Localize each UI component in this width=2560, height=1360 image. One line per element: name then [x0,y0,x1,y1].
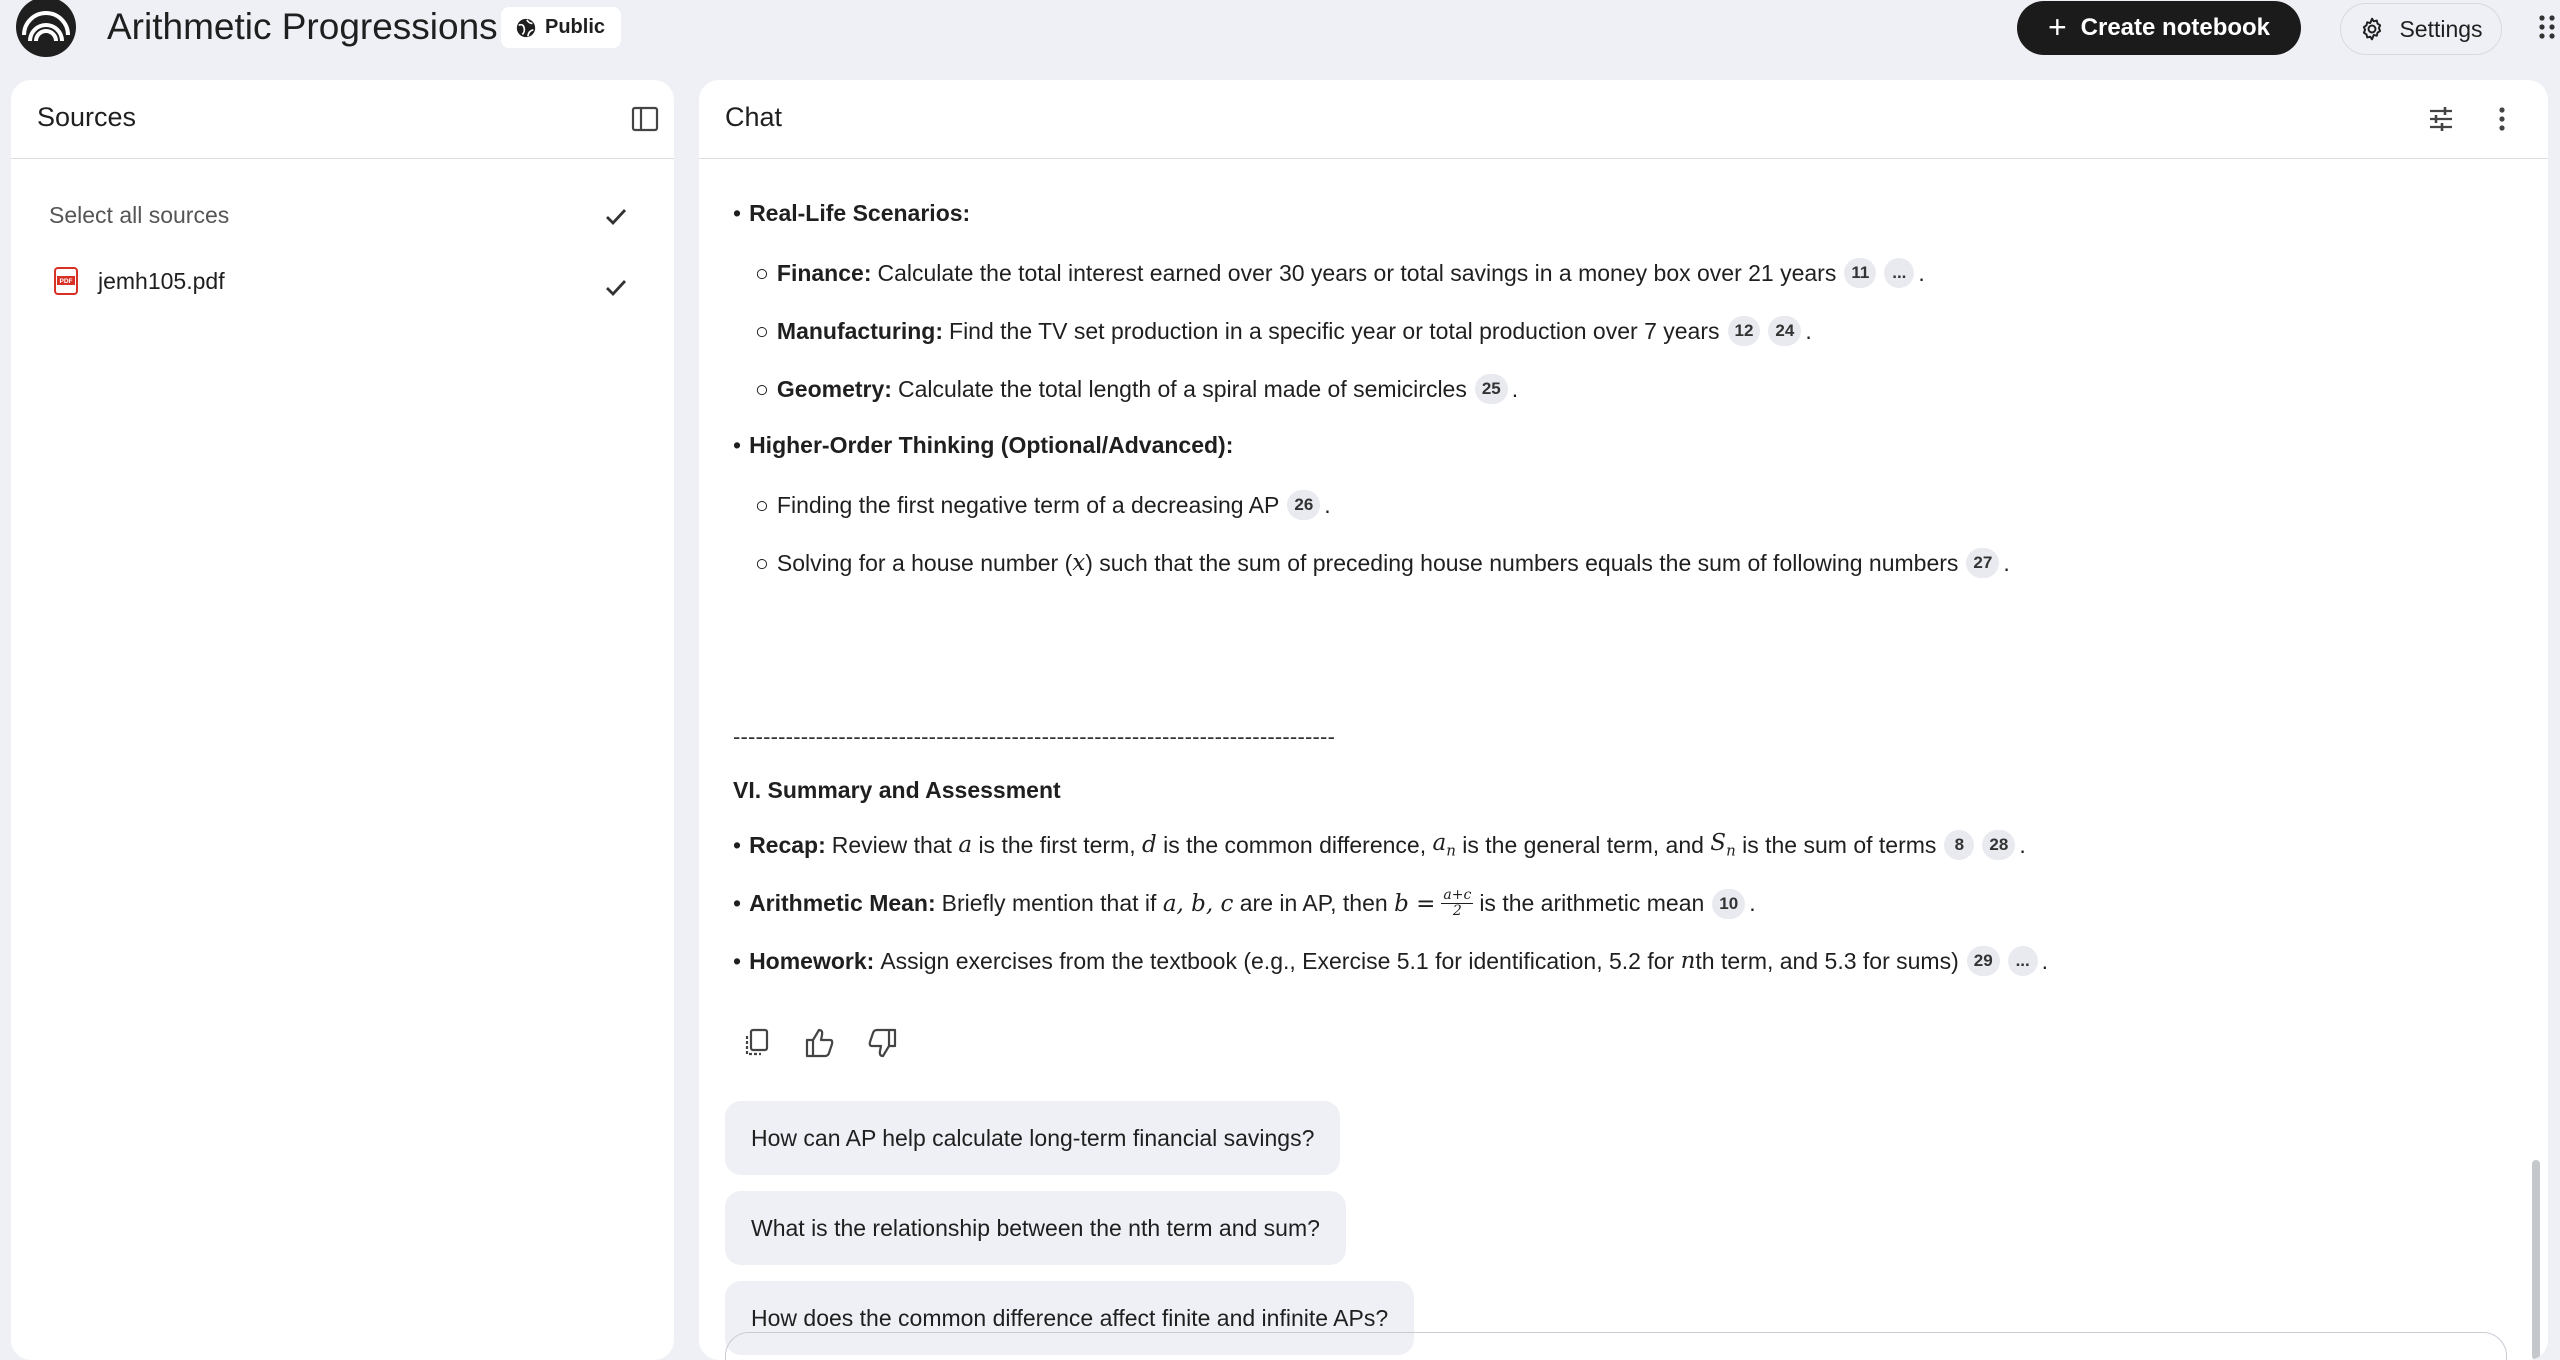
math-variable: x [1072,550,1086,576]
suggested-question[interactable]: How can AP help calculate long-term financial savings? [725,1101,1340,1175]
chat-panel-header [699,80,2548,159]
source-item[interactable] [54,267,225,295]
item-text: Finding the first negative term of a decreasing AP [776,491,1280,518]
share-visibility-button[interactable] [501,7,621,48]
math-variable: n [1680,948,1696,974]
section-label: Real-Life Scenarios: [749,200,971,226]
list-item: ○ Geometry: Calculate the total length of a spiral made of semicircles 25 . [755,374,1518,404]
item-label: Manufacturing: [776,317,944,344]
math-expression: b = [1394,890,1436,917]
collapse-panel-icon[interactable] [631,105,659,133]
notebook-logo-icon[interactable] [16,0,76,57]
source-checkbox[interactable] [601,273,631,303]
chat-scrollbar[interactable] [2532,1160,2540,1360]
settings-button[interactable] [2340,3,2502,55]
math-variable: a, b, c [1162,890,1234,917]
item-text: Calculate the total length of a spiral made of semicircles [897,375,1467,402]
list-item: • Homework: Assign exercises from the textbook (e.g., Exercise 5.1 for identification, 5.2 for n th term, and 5.3 for sums) 29 ... . [733,947,2049,974]
section-label: Higher-Order Thinking (Optional/Advanced): [749,432,1234,458]
select-all-checkbox[interactable] [601,202,631,232]
create-notebook-label: Create notebook [2080,14,2271,41]
citation-chip[interactable]: 28 [1982,830,2015,860]
tune-icon[interactable] [2426,104,2456,134]
list-item: • Higher-Order Thinking (Optional/Advanced): [733,432,1234,458]
citation-chip[interactable]: ... [1884,258,1914,288]
more-vert-icon[interactable] [2496,105,2508,133]
thumbs-down-icon[interactable] [865,1026,899,1060]
citation-chip[interactable]: 12 [1728,316,1761,346]
chat-input-box[interactable] [725,1332,2507,1360]
citation-chip[interactable]: 26 [1287,490,1320,520]
item-label: Finance: [776,259,872,286]
citation-chip[interactable]: 27 [1966,548,1999,578]
create-notebook-button[interactable] [2017,1,2301,55]
item-text: Find the TV set production in a specific year or total production over 7 years [949,317,1720,344]
sources-title: Sources [37,102,137,132]
math-variable: $a_n$ [1432,830,1456,860]
citation-chip[interactable]: 11 [1844,258,1876,288]
item-label: Homework: [749,947,875,974]
item-text: ) such that the sum of preceding house numbers equals the sum of following numbers [1085,549,1959,576]
math-variable: $S_n$ [1710,830,1736,860]
suggested-question[interactable]: How does the common difference affect finite and infinite APs? [725,1281,1414,1355]
citation-chip[interactable]: 24 [1768,316,1801,346]
list-item: ○ Manufacturing: Find the TV set production in a specific year or total production over 7 years 12 24 . [755,316,1812,346]
item-label: Recap: [749,831,826,858]
suggested-question[interactable]: What is the relationship between the nth term and sum? [725,1191,1346,1265]
citation-chip[interactable]: 10 [1712,889,1745,919]
summary-heading: VI. Summary and Assessment [733,777,1061,803]
copy-icon[interactable] [741,1026,775,1060]
sources-panel [11,80,674,1360]
separator-line: -------------------------------------------------------------------------------- [733,724,1336,749]
thumbs-up-icon[interactable] [803,1026,837,1060]
item-label: Arithmetic Mean: [749,890,936,916]
citation-chip[interactable]: 8 [1944,830,1974,860]
select-all-sources-label: Select all sources [49,202,230,228]
visibility-label: Public [545,16,606,38]
list-item: ○ Solving for a house number ( x ) such that the sum of preceding house numbers equals the sum of following numbers 27 . [755,549,2010,576]
chat-panel [699,80,2548,1360]
list-item: • Real-Life Scenarios: [733,200,971,226]
list-item: ○ Finding the first negative term of a decreasing AP 26 . [755,490,1331,520]
sources-panel-header [11,80,674,159]
citation-chip[interactable]: ... [2008,946,2038,976]
list-item: • Recap: Review that a is the first term, d is the common difference, $a_n$ is the general term, and $S_n$ is the sum of terms 8 28 . [733,830,2026,860]
citation-chip[interactable]: 25 [1475,374,1508,404]
plus-icon: + [2047,8,2067,45]
math-variable: a [958,832,973,858]
citation-chip[interactable]: 29 [1967,946,2000,976]
notebook-title[interactable]: Arithmetic Progressions [107,6,498,47]
settings-label: Settings [2399,15,2483,42]
gear-icon [2359,16,2385,42]
source-name: jemh105.pdf [98,267,225,294]
globe-icon [515,17,537,39]
list-item: ○ Finance: Calculate the total interest earned over 30 years or total savings in a money box over 21 years 11 ... . [755,258,1925,288]
pdf-icon [54,267,78,295]
math-variable: d [1142,832,1157,858]
item-text: Calculate the total interest earned over 30 years or total savings in a money box over 21 years [877,259,1837,286]
math-fraction: $\frac{a+c}{2}$ [1443,887,1472,919]
list-item: • Arithmetic Mean: Briefly mention that if a, b, c are in AP, then b = $\frac{a+c}{2}$ is the arithmetic mean 10 . [733,887,1756,919]
item-label: Geometry: [776,375,892,402]
chat-title: Chat [725,102,783,132]
item-text: Solving for a house number ( [776,549,1073,576]
apps-grid-icon[interactable] [2536,12,2560,42]
svg-text:PDF: PDF [59,278,73,285]
